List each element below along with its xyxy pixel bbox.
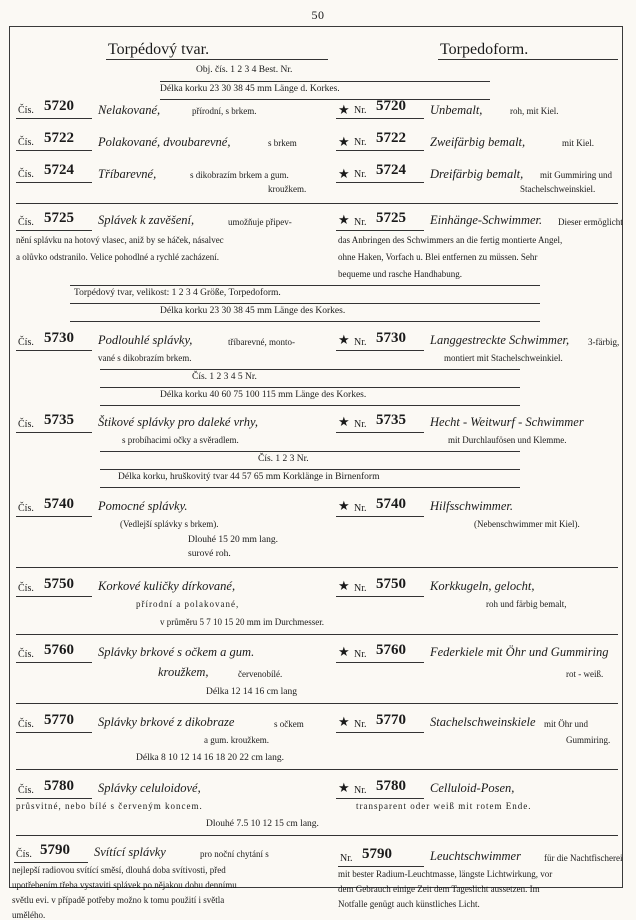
entry-5730-cz-l2: vané s dikobrazím brkem. [98,353,192,363]
entry-5724-de-rest2: Stachelschweinskiel. [520,184,596,194]
entry-5790-underline [14,862,88,863]
entry-5720-de-number: 5720 [376,98,406,114]
entry-5750-de-number: 5750 [376,576,406,592]
entry-5750-cis-label: Čís. [18,583,34,594]
entry-5740-table-line1: Dlouhé 15 20 mm lang. [188,535,278,545]
entry-5735-number: 5735 [44,412,74,428]
entry-5790-de-number: 5790 [362,846,392,862]
entry-5725-cis-label: Čís. [18,217,34,228]
entry-5735-table-line2: Délka korku, hruškovitý tvar 44 57 65 mm Korklänge in Birnenform [118,472,380,482]
section-divider-1 [16,203,618,204]
entry-5735-table-rule-bottom [100,487,520,488]
entry-5760-underline [16,662,92,663]
entry-5740-cz-l2: (Vedlejší splávky s brkem). [120,519,219,529]
entry-5725-cz-l1: umožňuje připev- [228,217,292,227]
entry-5720-number: 5720 [44,98,74,114]
entry-5725-number: 5725 [44,210,74,226]
entry-5725-cz-l2: nění splávku na hotový vlasec, aniž by se háček, násalvec [16,235,224,245]
entry-5725-de-l3: ohne Haken, Vorfach u. Blei entfernen zu müssen. Sehr [338,252,538,262]
entry-5740-de-number: 5740 [376,496,406,512]
entry-5724-cz-title: Tříbarevné, [98,167,157,181]
entry-5790-cz-l1: pro noční chytání s [200,849,269,859]
entry-5740-cis-label: Čís. [18,503,34,514]
entry-5730-cz-l1: tříbarevné, monto- [228,337,295,347]
entry-5740-de-underline [336,516,424,517]
entry-5740-de-label: Nr. [354,503,367,514]
entry-5735-table-rule-mid [100,469,520,470]
entry-5760-de-l2: rot - weiß. [566,669,604,679]
entry-5735-cz-title: Štikové splávky pro daleké vrhy, [98,415,259,429]
entry-5790-de-underline [338,866,424,867]
entry-5770-cis-label: Čís. [18,719,34,730]
entry-5722-de-label: Nr. [354,137,367,148]
entry-5722-cz-rest: s brkem [268,138,297,148]
entry-5724-de-rest: mit Gummiring und [540,170,612,180]
entry-5750-de-label: Nr. [354,583,367,594]
entry-5730-de-number: 5730 [376,330,406,346]
entry-5780-number: 5780 [44,778,74,794]
entry-5740-de-l2: (Nebenschwimmer mit Kiel). [474,519,580,529]
top-table-line1: Obj. čís. 1 2 3 4 Best. Nr. [196,65,293,75]
entry-5740-underline [16,516,92,517]
entry-5720-de-title: Unbemalt, [430,103,483,117]
entry-5760-table-line1: Délka 12 14 16 cm lang [206,687,298,697]
star-icon: ★ [338,332,350,347]
entry-5724-number: 5724 [44,162,74,178]
mid-table-line2: Délka korku 23 30 38 45 mm Länge des Korkes. [160,306,346,316]
page-number: 50 [311,8,325,22]
entry-5770-cz-title: Splávky brkové z dikobraze [98,715,235,729]
entry-5760-de-underline [336,662,424,663]
entry-5722-de-rest: mit Kiel. [562,138,594,148]
entry-5760-cis-label: Čís. [18,649,34,660]
entry-5740-number: 5740 [44,496,74,512]
entry-5790-cz-l4: světlu evi. v případě potřeby možno k tomu použití i světla [12,895,225,905]
entry-5725-cz-title: Splávek k zavěšení, [98,213,195,227]
entry-5760-number: 5760 [44,642,74,658]
entry-5750-cz-l2: přírodní a polakované, [136,599,240,609]
entry-5770-underline [16,732,92,733]
entry-5724-de-underline [336,182,424,183]
section-divider-4 [16,703,618,704]
mid-table-rule-mid [70,303,540,304]
entry-5790-de-l2: mit bester Radium-Leuchtmasse, längste Lichtwirkung, vor [338,869,553,879]
entry-5780-de-title: Celluloid-Posen, [430,781,515,795]
entry-5725-de-number: 5725 [376,210,406,226]
entry-5740-table-line2: surové roh. [188,549,231,559]
entry-5724-cz-rest2: kroužkem. [268,184,307,194]
star-icon: ★ [338,780,350,795]
entry-5720-cz-rest: přírodní, s brkem. [192,106,257,116]
entry-5750-cz-l3: v průměru 5 7 10 15 20 mm im Durchmesser. [160,617,324,627]
star-icon: ★ [338,134,350,149]
entry-5730-de-underline [336,350,424,351]
entry-5770-de-number: 5770 [376,712,406,728]
entry-5770-table-line1: Délka 8 10 12 14 16 18 20 22 cm lang. [136,753,285,763]
star-icon: ★ [338,644,350,659]
entry-5790-de-label: Nr. [340,853,353,864]
entry-5740-de-title: Hilfsschwimmer. [430,499,513,513]
entry-5735-de-l2: mit Durchlaufösen und Klemme. [448,435,567,445]
entry-5722-cz-title: Polakované, dvoubarevné, [98,135,231,149]
header-left: Torpédový tvar. [108,41,210,58]
entry-5724-underline [16,182,92,183]
entry-5722-cis-label: Čís. [18,137,34,148]
entry-5735-underline [16,432,92,433]
entry-5720-cz-title: Nelakované, [98,103,161,117]
header-right-rule [438,59,618,60]
entry-5750-underline [16,596,92,597]
entry-5725-underline [16,230,92,231]
entry-5750-cz-title: Korkové kuličky dírkované, [98,579,236,593]
entry-5730-table-rule-mid [100,387,520,388]
header-left-rule [106,59,328,60]
entry-5735-de-label: Nr. [354,419,367,430]
entry-5735-de-number: 5735 [376,412,406,428]
star-icon: ★ [338,498,350,513]
entry-5740-cz-title: Pomocné splávky. [98,499,188,513]
entry-5735-cis-label: Čís. [18,419,34,430]
entry-5725-de-underline [336,230,424,231]
entry-5750-de-l2: roh und färbig bemalt, [486,599,567,609]
entry-5750-de-underline [336,596,424,597]
entry-5790-de-title: Leuchtschwimmer [430,849,521,863]
entry-5780-de-l2: transparent oder weiß mit rotem Ende. [356,801,532,811]
entry-5760-de-number: 5760 [376,642,406,658]
top-table-rule [160,81,490,82]
entry-5730-number: 5730 [44,330,74,346]
entry-5735-cz-l2: s probíhacimi očky a svěradlem. [122,435,239,445]
entry-5760-cz-l2: kroužkem, [158,665,209,679]
page-frame [9,26,623,920]
entry-5720-underline [16,118,92,119]
entry-5790-de-l3: dem Gebrauch einige Zeit dem Tageslicht aussetzen. Im [338,884,540,894]
entry-5790-cz-l2: nejlepší radiovou svítící směsí, dlouhá doba svítivosti, před [12,865,226,875]
mid-table-rule-bottom [70,321,540,322]
entry-5722-underline [16,150,92,151]
entry-5780-de-label: Nr. [354,785,367,796]
entry-5730-table-rule-top [100,369,520,370]
entry-5735-table-line1: Čís. 1 2 3 Nr. [258,454,309,464]
entry-5730-de-label: Nr. [354,337,367,348]
entry-5730-underline [16,350,92,351]
entry-5730-table-rule-bottom [100,405,520,406]
entry-5760-cz-title: Splávky brkové s očkem a gum. [98,645,255,659]
entry-5724-cz-rest: s dikobrazím brkem a gum. [190,170,289,180]
section-divider-5 [16,769,618,770]
entry-5760-de-label: Nr. [354,649,367,660]
mid-table-line1: Torpédový tvar, velikost: 1 2 3 4 Größe, Torpedoform. [74,288,281,298]
entry-5724-de-label: Nr. [354,169,367,180]
entry-5760-de-title: Federkiele mit Öhr und Gummiring [430,645,609,659]
entry-5724-de-title: Dreifärbig bemalt, [430,167,524,181]
section-divider-6 [16,835,618,836]
entry-5750-de-title: Korkkugeln, gelocht, [430,579,535,593]
entry-5760-cz-l2b: červenobílé. [238,669,283,679]
star-icon: ★ [338,414,350,429]
entry-5730-table-line1: Čís. 1 2 3 4 5 Nr. [192,372,257,382]
entry-5770-de-l2: Gummiring. [566,735,611,745]
header-right: Torpedoform. [440,41,529,58]
entry-5790-cz-l5: umělého. [12,910,46,920]
top-table-rule2 [160,99,490,100]
entry-5735-table-rule-top [100,451,520,452]
mid-table-rule-top [70,285,540,286]
entry-5730-de-l2: montiert mit Stachelschweinkiel. [444,353,563,363]
entry-5770-de-l1b: mit Öhr und [544,719,588,729]
entry-5780-de-number: 5780 [376,778,406,794]
star-icon: ★ [338,578,350,593]
entry-5730-table-line2: Délka korku 40 60 75 100 115 mm Länge des Korkes. [160,390,367,400]
entry-5722-number: 5722 [44,130,74,146]
entry-5770-de-title: Stachelschweinskiele [430,715,536,729]
entry-5780-underline [16,798,92,799]
entry-5770-number: 5770 [44,712,74,728]
entry-5780-table-line1: Dlouhé 7.5 10 12 15 cm lang. [206,819,319,829]
entry-5722-de-title: Zweifärbig bemalt, [430,135,526,149]
entry-5770-de-underline [336,732,424,733]
entry-5770-cz-l1b: s očkem [274,719,304,729]
section-divider-3 [16,634,618,635]
entry-5725-de-title: Einhänge-Schwimmer. [430,213,543,227]
entry-5724-cis-label: Čís. [18,169,34,180]
entry-5730-cis-label: Čís. [18,337,34,348]
top-table-line2: Délka korku 23 30 38 45 mm Länge d. Korkes. [160,84,340,94]
section-divider-2 [16,567,618,568]
entry-5790-de-l1: für die Nachtfischerei [544,853,623,863]
entry-5730-cz-title: Podlouhlé splávky, [98,333,193,347]
entry-5720-de-underline [336,118,424,119]
entry-5725-de-l2: das Anbringen des Schwimmers an die fertig montierte Angel, [338,235,563,245]
star-icon: ★ [338,714,350,729]
entry-5790-cz-title: Svítící splávky [94,845,166,859]
entry-5722-de-number: 5722 [376,130,406,146]
entry-5770-de-label: Nr. [354,719,367,730]
entry-5780-de-underline [336,798,424,799]
entry-5730-de-title: Langgestreckte Schwimmer, [430,333,570,347]
entry-5725-de-label: Nr. [354,217,367,228]
entry-5720-cis-label: Čís. [18,105,34,116]
entry-5725-de-l4: bequeme und rasche Handhabung. [338,269,462,279]
entry-5735-de-title: Hecht - Weitwurf - Schwimmer [430,415,584,429]
entry-5770-cz-l2: a gum. kroužkem. [204,735,269,745]
star-icon: ★ [338,212,350,227]
entry-5725-de-l1: Dieser ermöglicht [558,217,623,227]
entry-5725-cz-l3: a olůvko odstranilo. Velice pohodlné a rychlé zacházení. [16,252,220,262]
entry-5780-cis-label: Čís. [18,785,34,796]
entry-5730-de-l1: 3-färbig, [588,337,620,347]
entry-5790-cz-l3: upotřebením třeba vystaviti splávek po nějakou dobu dennímu [12,880,237,890]
entry-5720-de-label: Nr. [354,105,367,116]
entry-5720-de-rest: roh, mit Kiel. [510,106,559,116]
entry-5724-de-number: 5724 [376,162,406,178]
entry-5790-number: 5790 [40,842,70,858]
entry-5750-number: 5750 [44,576,74,592]
star-icon: ★ [338,102,350,117]
entry-5780-cz-l2: průsvitné, nebo bílé s červeným koncem. [16,801,203,811]
entry-5735-de-underline [336,432,424,433]
entry-5780-cz-title: Splávky celuloidové, [98,781,201,795]
page-content [10,27,624,920]
entry-5790-cis-label: Čís. [16,849,32,860]
entry-5722-de-underline [336,150,424,151]
entry-5790-de-l4: Notfalle genügt auch künstliches Licht. [338,899,480,909]
star-icon: ★ [338,166,350,181]
